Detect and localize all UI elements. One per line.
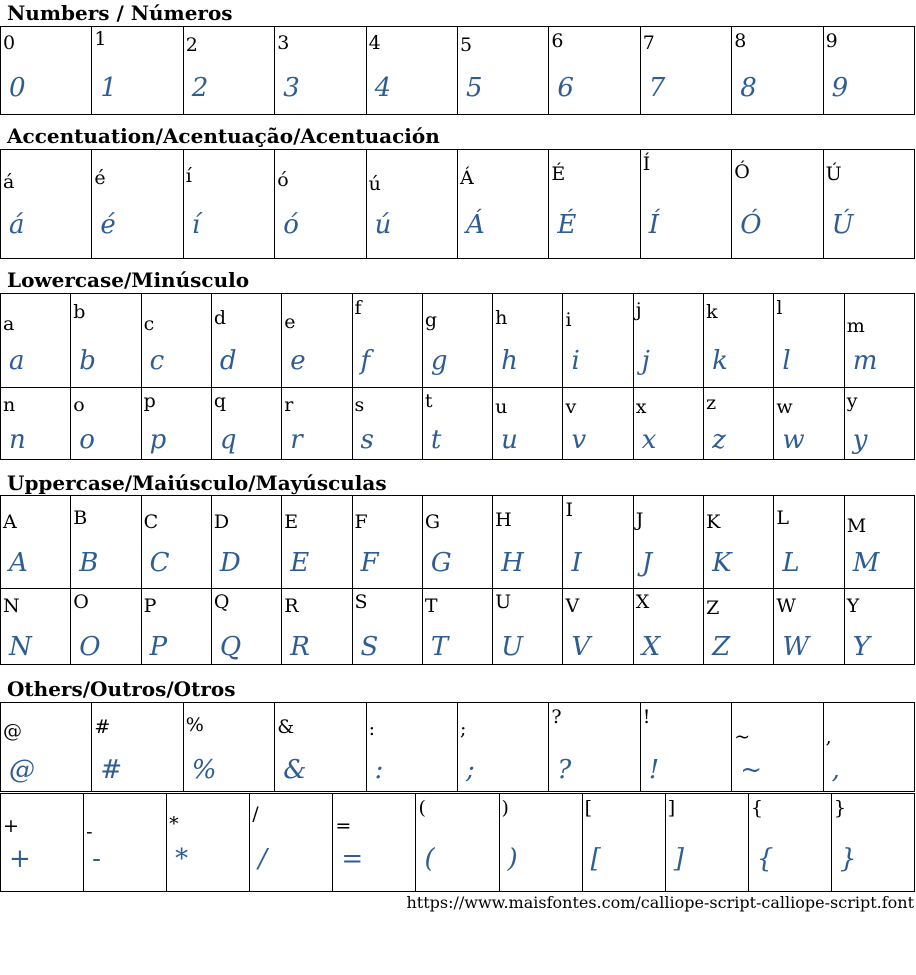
glyph-cell (142, 387, 212, 460)
glyph-label: c (143, 313, 155, 335)
glyph-cell (641, 703, 732, 792)
glyph-sample: 7 (648, 73, 666, 103)
glyph-cell (549, 27, 640, 115)
glyph-sample: t (430, 425, 442, 455)
glyph-sample: Y (852, 632, 870, 662)
glyph-label: á (3, 171, 15, 193)
glyph-label: O (73, 591, 89, 613)
glyph-cell (1, 150, 92, 259)
lowercase-grid-row2 (0, 387, 915, 460)
glyph-cell (423, 588, 493, 665)
glyph-label: 5 (460, 34, 473, 56)
glyph-cell (71, 496, 141, 589)
glyph-cell (824, 703, 915, 792)
glyph-sample: ( (424, 844, 435, 874)
glyph-sample: I (571, 548, 582, 578)
glyph-sample: K (712, 548, 732, 578)
glyph-label: é (94, 167, 106, 189)
glyph-sample: g (430, 346, 448, 376)
glyph-label: C (143, 511, 159, 533)
glyph-sample: L (782, 548, 800, 578)
glyph-label: l (776, 297, 783, 319)
glyph-sample: ; (466, 755, 475, 785)
glyph-sample: c (149, 346, 165, 376)
glyph-cell (493, 588, 563, 665)
glyph-cell (142, 496, 212, 589)
glyph-cell (549, 703, 640, 792)
glyph-sample: ? (557, 755, 572, 785)
glyph-cell (732, 27, 823, 115)
glyph-cell (732, 150, 823, 259)
glyph-label: ? (551, 706, 562, 728)
glyph-cell (1, 27, 92, 115)
glyph-sample: 3 (283, 73, 300, 103)
glyph-label: Í (642, 153, 651, 175)
glyph-label: f (354, 297, 362, 319)
glyph-label: É (551, 163, 566, 185)
glyph-cell (275, 27, 366, 115)
glyph-label: r (284, 394, 294, 416)
glyph-cell (563, 588, 633, 665)
glyph-sample: v (571, 425, 587, 455)
glyph-label: ) (501, 797, 509, 819)
glyph-sample: Z (712, 632, 731, 662)
accents-grid (0, 149, 915, 259)
glyph-sample: é (100, 210, 116, 240)
glyph-sample: P (149, 632, 168, 662)
glyph-cell (282, 496, 352, 589)
glyph-sample: ú (374, 210, 392, 240)
glyph-label: m (846, 315, 865, 337)
glyph-label: J (635, 509, 644, 531)
glyph-label: 6 (551, 30, 564, 52)
glyph-sample: í (191, 210, 201, 240)
glyph-label: 2 (185, 34, 198, 56)
glyph-label: í (185, 165, 192, 187)
glyph-label: W (776, 595, 796, 617)
glyph-label: P (143, 595, 157, 617)
glyph-cell (250, 794, 333, 892)
glyph-label: I (565, 499, 573, 521)
glyph-label: + (3, 815, 19, 837)
glyph-cell (423, 294, 493, 388)
glyph-label: F (354, 511, 368, 533)
glyph-sample: F (360, 548, 379, 578)
glyph-label: = (335, 815, 352, 837)
glyph-label: V (565, 595, 580, 617)
glyph-label: w (776, 396, 793, 418)
others-grid-row1 (0, 702, 915, 792)
glyph-cell (634, 588, 704, 665)
glyph-cell (704, 387, 774, 460)
glyph-cell (353, 496, 423, 589)
glyph-cell (549, 150, 640, 259)
glyph-label: * (169, 813, 179, 835)
uppercase-grid-row2 (0, 588, 915, 665)
glyph-sample: k (712, 346, 728, 376)
glyph-sample: T (430, 632, 449, 662)
glyph-label: 1 (94, 28, 107, 50)
glyph-label: u (495, 396, 508, 418)
glyph-cell (142, 294, 212, 388)
glyph-sample: Q (219, 632, 242, 662)
glyph-cell (367, 27, 458, 115)
glyph-sample: = (341, 844, 364, 874)
glyph-cell (423, 387, 493, 460)
glyph-cell (583, 794, 666, 892)
glyph-cell (563, 294, 633, 388)
glyph-sample: C (149, 548, 170, 578)
glyph-sample: ~ (740, 755, 762, 785)
glyph-sample: ) (507, 844, 518, 874)
glyph-label: v (565, 396, 577, 418)
glyph-label: L (776, 507, 789, 529)
glyph-sample: + (9, 844, 31, 874)
glyph-sample: Ó (740, 210, 762, 240)
glyph-sample: H (501, 548, 524, 578)
glyph-sample: / (258, 844, 268, 874)
glyph-sample: 5 (466, 73, 483, 103)
glyph-label: 4 (368, 32, 381, 54)
glyph-sample: Ú (831, 210, 854, 240)
glyph-sample: - (92, 844, 101, 874)
glyph-cell (184, 27, 275, 115)
glyph-cell (212, 294, 282, 388)
numbers-grid (0, 26, 915, 115)
glyph-sample: f (360, 346, 371, 376)
glyph-label: q (213, 390, 227, 412)
glyph-cell (458, 150, 549, 259)
glyph-cell (92, 703, 183, 792)
glyph-sample: U (501, 632, 524, 662)
glyph-cell (1, 703, 92, 792)
glyph-sample: y (852, 425, 868, 455)
glyph-sample: Á (466, 210, 485, 240)
glyph-label: X (635, 591, 650, 613)
glyph-label: G (424, 511, 441, 533)
glyph-label: k (706, 301, 718, 323)
glyph-sample: 6 (557, 73, 574, 103)
glyph-sample: l (782, 346, 791, 376)
glyph-cell (212, 496, 282, 589)
glyph-label: B (73, 507, 88, 529)
glyph-label: M (846, 515, 867, 537)
glyph-label: ( (418, 797, 426, 819)
glyph-label: 3 (277, 32, 290, 54)
glyph-cell (1, 794, 84, 892)
glyph-label: E (284, 511, 299, 533)
glyph-cell (563, 387, 633, 460)
glyph-cell (184, 150, 275, 259)
glyph-label: z (706, 392, 717, 414)
glyph-cell (92, 27, 183, 115)
glyph-cell (845, 588, 915, 665)
glyph-label: p (143, 390, 156, 412)
glyph-cell (282, 294, 352, 388)
glyph-label: ! (642, 706, 651, 728)
glyph-sample: q (219, 425, 237, 455)
glyph-sample: } (839, 844, 857, 874)
glyph-label: S (354, 591, 368, 613)
glyph-cell (184, 703, 275, 792)
glyph-sample: p (149, 425, 167, 455)
glyph-cell (84, 794, 167, 892)
glyph-label: { (750, 797, 763, 819)
glyph-cell (212, 588, 282, 665)
glyph-cell (641, 150, 732, 259)
glyph-sample: 8 (740, 73, 757, 103)
glyph-sample: O (79, 632, 101, 662)
glyph-cell (142, 588, 212, 665)
glyph-label: 0 (3, 32, 16, 54)
glyph-cell (167, 794, 250, 892)
glyph-cell (275, 703, 366, 792)
glyph-label: Y (846, 595, 860, 617)
glyph-label: : (368, 718, 375, 740)
glyph-sample: ] (673, 844, 684, 874)
glyph-sample: m (852, 346, 878, 376)
glyph-sample: , (831, 755, 840, 785)
glyph-label: t (424, 390, 433, 412)
glyph-cell (71, 387, 141, 460)
glyph-sample: N (9, 632, 32, 662)
section-title-lowercase: Lowercase/Minúsculo (7, 268, 250, 292)
glyph-cell (845, 387, 915, 460)
glyph-sample: W (782, 632, 810, 662)
glyph-cell (212, 387, 282, 460)
glyph-label: 7 (642, 32, 655, 54)
glyph-cell (774, 496, 844, 589)
glyph-sample: ! (648, 755, 660, 785)
glyph-label: y (846, 390, 858, 412)
glyph-cell (634, 387, 704, 460)
glyph-sample: 1 (100, 73, 117, 103)
glyph-sample: E (290, 548, 310, 578)
glyph-cell (367, 150, 458, 259)
glyph-label: U (495, 591, 512, 613)
glyph-sample: w (782, 425, 805, 455)
glyph-sample: x (641, 425, 657, 455)
glyph-cell (845, 294, 915, 388)
glyph-cell (71, 294, 141, 388)
glyph-sample: z (712, 425, 726, 455)
glyph-cell (832, 794, 915, 892)
glyph-label: b (73, 301, 86, 323)
glyph-label: [ (584, 797, 593, 819)
glyph-sample: V (571, 632, 591, 662)
section-title-others: Others/Outros/Otros (7, 677, 236, 701)
glyph-sample: A (9, 548, 28, 578)
glyph-label: Á (460, 167, 474, 189)
glyph-sample: J (641, 548, 653, 578)
glyph-cell (500, 794, 583, 892)
glyph-cell (704, 294, 774, 388)
glyph-sample: i (571, 346, 580, 376)
glyph-label: ; (460, 718, 467, 740)
section-title-accents: Accentuation/Acentuação/Acentuación (7, 124, 440, 148)
glyph-label: ó (277, 169, 289, 191)
glyph-label: K (706, 511, 721, 533)
lowercase-grid-row1 (0, 293, 915, 388)
glyph-sample: b (79, 346, 96, 376)
glyph-sample: X (641, 632, 661, 662)
glyph-cell (749, 794, 832, 892)
glyph-label: D (213, 511, 230, 533)
glyph-label: x (635, 396, 647, 418)
glyph-cell (634, 496, 704, 589)
glyph-sample: n (9, 425, 26, 455)
glyph-cell (282, 387, 352, 460)
glyph-cell (824, 150, 915, 259)
glyph-cell (353, 387, 423, 460)
glyph-sample: R (290, 632, 310, 662)
glyph-label: @ (3, 720, 22, 742)
glyph-label: d (213, 307, 227, 329)
glyph-label: # (94, 716, 111, 738)
glyph-sample: G (430, 548, 452, 578)
glyph-label: N (3, 595, 20, 617)
glyph-cell (704, 496, 774, 589)
glyph-label: j (635, 299, 642, 321)
section-title-numbers: Numbers / Números (7, 1, 233, 25)
glyph-label: o (73, 394, 85, 416)
glyph-cell (493, 294, 563, 388)
glyph-cell (493, 387, 563, 460)
glyph-cell (458, 27, 549, 115)
glyph-sample: D (219, 548, 241, 578)
glyph-sample: ó (283, 210, 299, 240)
glyph-label: i (565, 309, 572, 331)
glyph-label: R (284, 595, 299, 617)
glyph-sample: : (374, 755, 384, 785)
glyph-sample: { (756, 844, 774, 874)
glyph-cell (704, 588, 774, 665)
glyph-cell (333, 794, 416, 892)
glyph-sample: & (283, 755, 307, 785)
glyph-cell (71, 588, 141, 665)
glyph-cell (774, 387, 844, 460)
glyph-label: Ó (734, 161, 750, 183)
glyph-label: H (495, 509, 512, 531)
glyph-label: T (424, 595, 438, 617)
glyph-label: Ú (825, 163, 842, 185)
source-url-link[interactable]: https://www.maisfontes.com/calliope-script-calliope-script.font (406, 893, 914, 912)
glyph-cell (92, 150, 183, 259)
glyph-sample: @ (9, 755, 35, 785)
glyph-sample: o (79, 425, 95, 455)
glyph-sample: r (290, 425, 303, 455)
glyph-sample: s (360, 425, 374, 455)
glyph-cell (423, 496, 493, 589)
glyph-label: ú (368, 173, 381, 195)
glyph-cell (458, 703, 549, 792)
glyph-label: , (825, 726, 832, 748)
glyph-sample: 4 (374, 73, 392, 103)
glyph-cell (1, 387, 71, 460)
glyph-cell (845, 496, 915, 589)
glyph-sample: h (501, 346, 518, 376)
glyph-sample: É (557, 210, 577, 240)
glyph-cell (282, 588, 352, 665)
glyph-label: & (277, 716, 295, 738)
glyph-cell (1, 294, 71, 388)
glyph-sample: a (9, 346, 25, 376)
glyph-sample: Í (648, 210, 660, 240)
glyph-sample: d (219, 346, 237, 376)
glyph-cell (1, 496, 71, 589)
glyph-label: ] (667, 797, 676, 819)
glyph-cell (634, 294, 704, 388)
glyph-label: g (424, 309, 438, 331)
glyph-sample: B (79, 548, 99, 578)
glyph-sample: 2 (191, 73, 209, 103)
glyph-sample: S (360, 632, 379, 662)
glyph-label: s (354, 394, 365, 416)
glyph-cell (563, 496, 633, 589)
glyph-cell (1, 588, 71, 665)
glyph-sample: * (175, 844, 189, 874)
glyph-cell (353, 588, 423, 665)
glyph-label: h (495, 307, 508, 329)
glyph-cell (641, 27, 732, 115)
glyph-cell (666, 794, 749, 892)
glyph-sample: u (501, 425, 518, 455)
glyph-sample: e (290, 346, 306, 376)
glyph-label: % (185, 714, 204, 736)
glyph-sample: á (9, 210, 25, 240)
glyph-sample: j (641, 346, 650, 376)
glyph-cell (416, 794, 499, 892)
glyph-sample: # (100, 755, 123, 785)
glyph-label: ~ (734, 726, 751, 748)
glyph-label: / (252, 803, 259, 825)
glyph-cell (353, 294, 423, 388)
glyph-cell (493, 496, 563, 589)
glyph-label: e (284, 311, 296, 333)
glyph-label: A (3, 511, 17, 533)
glyph-sample: 9 (831, 73, 849, 103)
uppercase-grid-row1 (0, 495, 915, 589)
glyph-sample: 0 (9, 73, 26, 103)
glyph-label: 9 (825, 30, 838, 52)
glyph-label: a (3, 313, 15, 335)
glyph-cell (774, 294, 844, 388)
glyph-cell (774, 588, 844, 665)
glyph-cell (275, 150, 366, 259)
glyph-label: 8 (734, 30, 747, 52)
glyph-sample: % (191, 755, 217, 785)
glyph-cell (824, 27, 915, 115)
glyph-sample: [ (590, 844, 601, 874)
glyph-label: } (833, 797, 846, 819)
glyph-label: Z (706, 597, 720, 619)
glyph-label: Q (213, 591, 230, 613)
others-grid-row2 (0, 793, 915, 892)
glyph-label: - (86, 821, 93, 843)
glyph-cell (367, 703, 458, 792)
glyph-sample: M (852, 548, 880, 578)
section-title-uppercase: Uppercase/Maiúsculo/Mayúsculas (7, 471, 387, 495)
glyph-cell (732, 703, 823, 792)
glyph-label: n (3, 394, 16, 416)
